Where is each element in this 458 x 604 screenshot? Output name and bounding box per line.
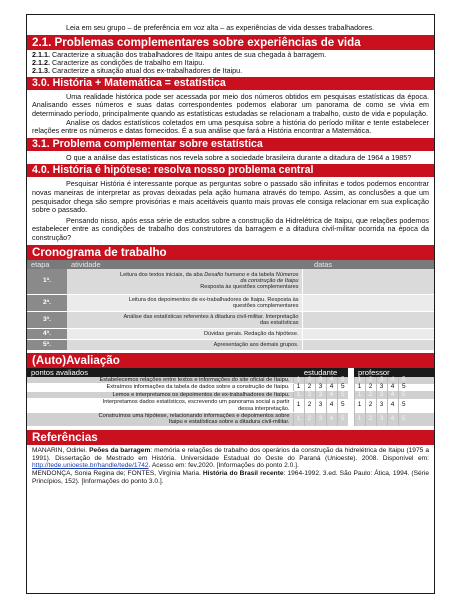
table-row: 4ª. Dúvidas gerais. Redação da hipótese. — [27, 329, 434, 340]
professor-score-1[interactable]: 1 — [354, 413, 365, 427]
cronograma-table — [27, 260, 434, 352]
professor-score-2[interactable]: 2 — [365, 384, 376, 391]
estudante-score-3[interactable]: 3 — [315, 377, 326, 384]
estudante-score-1[interactable]: 1 — [293, 377, 304, 384]
cronograma-heading: Cronograma de trabalho — [27, 245, 434, 260]
table-row: 2ª. Leitura dos depoimentos de ex-trabalhadores de Itaipu. Resposta às questões complementares — [27, 295, 434, 312]
professor-score-5[interactable]: 5 — [398, 384, 409, 391]
professor-score-2[interactable]: 2 — [365, 391, 376, 398]
reference-2: MENDONÇA, Sonia Regina de; FONTES, Virgínia Maria. História do Brasil recente: 1964-1992. 3.ed. São Paulo: Ática, 1994. (Série Princípios, 152). [Informações do ponto 3.0.]. — [32, 470, 429, 486]
date-cell[interactable] — [302, 329, 434, 340]
professor-score-4[interactable]: 4 — [387, 391, 398, 398]
list-item: 2.1.2. Caracterize as condições de trabalho em Itaipu. — [32, 58, 205, 67]
avaliacao-heading: (Auto)Avaliação — [27, 353, 434, 368]
estudante-score-1[interactable]: 1 — [293, 399, 304, 413]
estudante-score-4[interactable]: 4 — [326, 413, 337, 427]
section-4-0-paragraph-1: Pesquisar História é interessante porque as perguntas sobre o passado são infinitas e todos podemos encontrar novas maneiras de interpretar as provas deixadas pela ação humana através do tempo. Assim, as conclusões a que um pesquisador chega são sempre provisórias e mais aceitáveis quanto mais provas ele consiga relacionar em sua explicação sobre o passado. — [32, 179, 429, 215]
table-row: 5ª. Apresentação aos demais grupos. — [27, 340, 434, 351]
date-cell[interactable] — [302, 312, 434, 329]
estudante-score-1[interactable]: 1 — [293, 384, 304, 391]
section-4-0-paragraph-2: Pensando nisso, após essa série de estudos sobre a construção da Hidrelétrica de Itaipu, que relações podemos estabelecer entre as condições de trabalho dos construtores da barragem e a ditadura civil-militar ocorrida na época da construção? — [32, 215, 429, 242]
estudante-score-1[interactable]: 1 — [293, 391, 304, 398]
table-row: Interpretamos dados estatísticos, escrevendo um panorama social a partir dessa interpretação. 1 2 3 4 5 1 2 3 4 5 — [27, 399, 434, 413]
estudante-score-4[interactable]: 4 — [326, 384, 337, 391]
estudante-score-2[interactable]: 2 — [304, 413, 315, 427]
professor-score-4[interactable]: 4 — [387, 413, 398, 427]
estudante-score-1[interactable]: 1 — [293, 413, 304, 427]
referencias-heading: Referências — [27, 430, 434, 445]
estudante-score-5[interactable]: 5 — [337, 399, 348, 413]
estudante-score-5[interactable]: 5 — [337, 377, 348, 384]
list-item: 2.1.1. Caracterize a situação dos trabalhadores de Itaipu antes de sua chegada à barragem. — [32, 49, 327, 59]
estudante-score-2[interactable]: 2 — [304, 399, 315, 413]
professor-score-5[interactable]: 5 — [398, 391, 409, 398]
section-2-1-heading: 2.1. Problemas complementares sobre experiências de vida — [27, 35, 434, 50]
professor-score-4[interactable]: 4 — [387, 399, 398, 413]
estudante-score-2[interactable]: 2 — [304, 384, 315, 391]
atividade-header: atividade — [67, 260, 302, 269]
table-row: Construímos uma hipótese, relacionando informações e depoimentos sobre Itaipu e estatísticas sobre a ditadura civil-militar. 1 2 3 4 5 1 2 3 4 5 — [27, 413, 434, 427]
datas-header: datas — [302, 260, 434, 269]
document-page — [26, 14, 435, 594]
table-row: 1ª. Leitura dos textos iniciais, da aba Desafio humano e da tabela Números da construção de Itaipu Resposta às questões complementares — [27, 269, 434, 295]
section-3-1-paragraph: O que a análise das estatísticas nos revela sobre a sociedade brasileira durante a ditadura de 1964 a 1985? — [66, 152, 412, 162]
professor-score-2[interactable]: 2 — [365, 413, 376, 427]
pontos-header: pontos avaliados — [27, 368, 293, 377]
professor-score-2[interactable]: 2 — [365, 377, 376, 384]
professor-score-3[interactable]: 3 — [376, 413, 387, 427]
professor-score-1[interactable]: 1 — [354, 384, 365, 391]
professor-score-3[interactable]: 3 — [376, 377, 387, 384]
professor-score-5[interactable]: 5 — [398, 413, 409, 427]
professor-score-1[interactable]: 1 — [354, 399, 365, 413]
professor-score-3[interactable]: 3 — [376, 384, 387, 391]
section-4-0-heading: 4.0. História é hipótese: resolva nosso problema central — [27, 164, 434, 177]
professor-header: professor — [354, 368, 434, 377]
professor-score-5[interactable]: 5 — [398, 399, 409, 413]
reference-1: MANARIN, Odirlei. Peões da barragem: memória e relações de trabalho dos operários da construção da hidrelétrica de Itaipu (1975 a 1991). Dissertação de Mestrado em História. Universidade Estadual do Oeste do Paraná (Unioeste). 2008. Disponível em: http://tede.unioeste.br/handle/tede/1742. Acesso em: fev.2020. [Informações do ponto 2.0.]. — [32, 446, 429, 470]
professor-score-1[interactable]: 1 — [354, 377, 365, 384]
cronograma-header-row — [27, 260, 434, 269]
estudante-score-5[interactable]: 5 — [337, 384, 348, 391]
professor-score-5[interactable]: 5 — [398, 377, 409, 384]
reference-link[interactable]: http://tede.unioeste.br/handle/tede/1742 — [32, 462, 149, 470]
section-3-0-paragraph-1: Uma realidade histórica pode ser acessada por meio dos números obtidos em pesquisas estatísticas da época. Analisando esses números e suas datas correspondentes podemos elaborar um panorama de como se vivia em determinado período, principalmente quando as estatísticas estudadas se relacionam a trabalho, custo de vida e população. — [32, 91, 429, 118]
estudante-header: estudante — [293, 368, 348, 377]
estudante-score-4[interactable]: 4 — [326, 391, 337, 398]
estudante-score-2[interactable]: 2 — [304, 391, 315, 398]
professor-score-3[interactable]: 3 — [376, 399, 387, 413]
professor-score-3[interactable]: 3 — [376, 391, 387, 398]
avaliacao-header-row — [27, 368, 434, 377]
professor-score-4[interactable]: 4 — [387, 384, 398, 391]
intro-paragraph: Leia em seu grupo – de preferência em voz alta – as experiências de vida desses trabalhadores. — [66, 23, 375, 32]
section-3-0-heading: 3.0. História + Matemática = estatística — [27, 77, 434, 90]
section-2-1-list — [27, 50, 434, 76]
avaliacao-rows — [27, 377, 434, 427]
professor-score-2[interactable]: 2 — [365, 399, 376, 413]
section-3-0-paragraph-2: Analise os dados estatísticos coletados em uma pesquisa sobre a história do período militar e tente estabelecer relações entre os números e datas fornecidos. É a sua análise que fará a História encontrar a Matemática. — [32, 117, 429, 136]
estudante-score-2[interactable]: 2 — [304, 377, 315, 384]
estudante-score-4[interactable]: 4 — [326, 377, 337, 384]
etapa-header: etapa — [27, 260, 67, 269]
estudante-score-3[interactable]: 3 — [315, 399, 326, 413]
estudante-score-5[interactable]: 5 — [337, 391, 348, 398]
table-row: Lemos e interpretamos os depoimentos de ex-trabalhadores de Itaipu. 1 2 3 4 5 1 2 3 4 5 — [27, 391, 434, 398]
professor-score-1[interactable]: 1 — [354, 391, 365, 398]
estudante-score-3[interactable]: 3 — [315, 413, 326, 427]
date-cell[interactable] — [302, 269, 434, 295]
estudante-score-4[interactable]: 4 — [326, 399, 337, 413]
table-row: 3ª. Análise das estatísticas referentes à ditadura civil-militar. Interpretação das estatísticas — [27, 312, 434, 329]
avaliacao-table — [27, 368, 434, 377]
date-cell[interactable] — [302, 295, 434, 312]
table-row: Extraímos informações da tabela de dados sobre a construção de Itaipu. 1 2 3 4 5 1 2 3 4 5 — [27, 384, 434, 391]
professor-score-4[interactable]: 4 — [387, 377, 398, 384]
estudante-score-3[interactable]: 3 — [315, 384, 326, 391]
table-row: Estabelecemos relações entre textos e informações do site oficial de Itaipu. 1 2 3 4 5 1 2 3 4 5 — [27, 377, 434, 384]
estudante-score-5[interactable]: 5 — [337, 413, 348, 427]
date-cell[interactable] — [302, 340, 434, 351]
list-item: 2.1.3. Caracterize a situação atual dos ex-trabalhadores de Itaipu. — [32, 66, 243, 76]
estudante-score-3[interactable]: 3 — [315, 391, 326, 398]
section-3-1-heading: 3.1. Problema complementar sobre estatística — [27, 138, 434, 151]
